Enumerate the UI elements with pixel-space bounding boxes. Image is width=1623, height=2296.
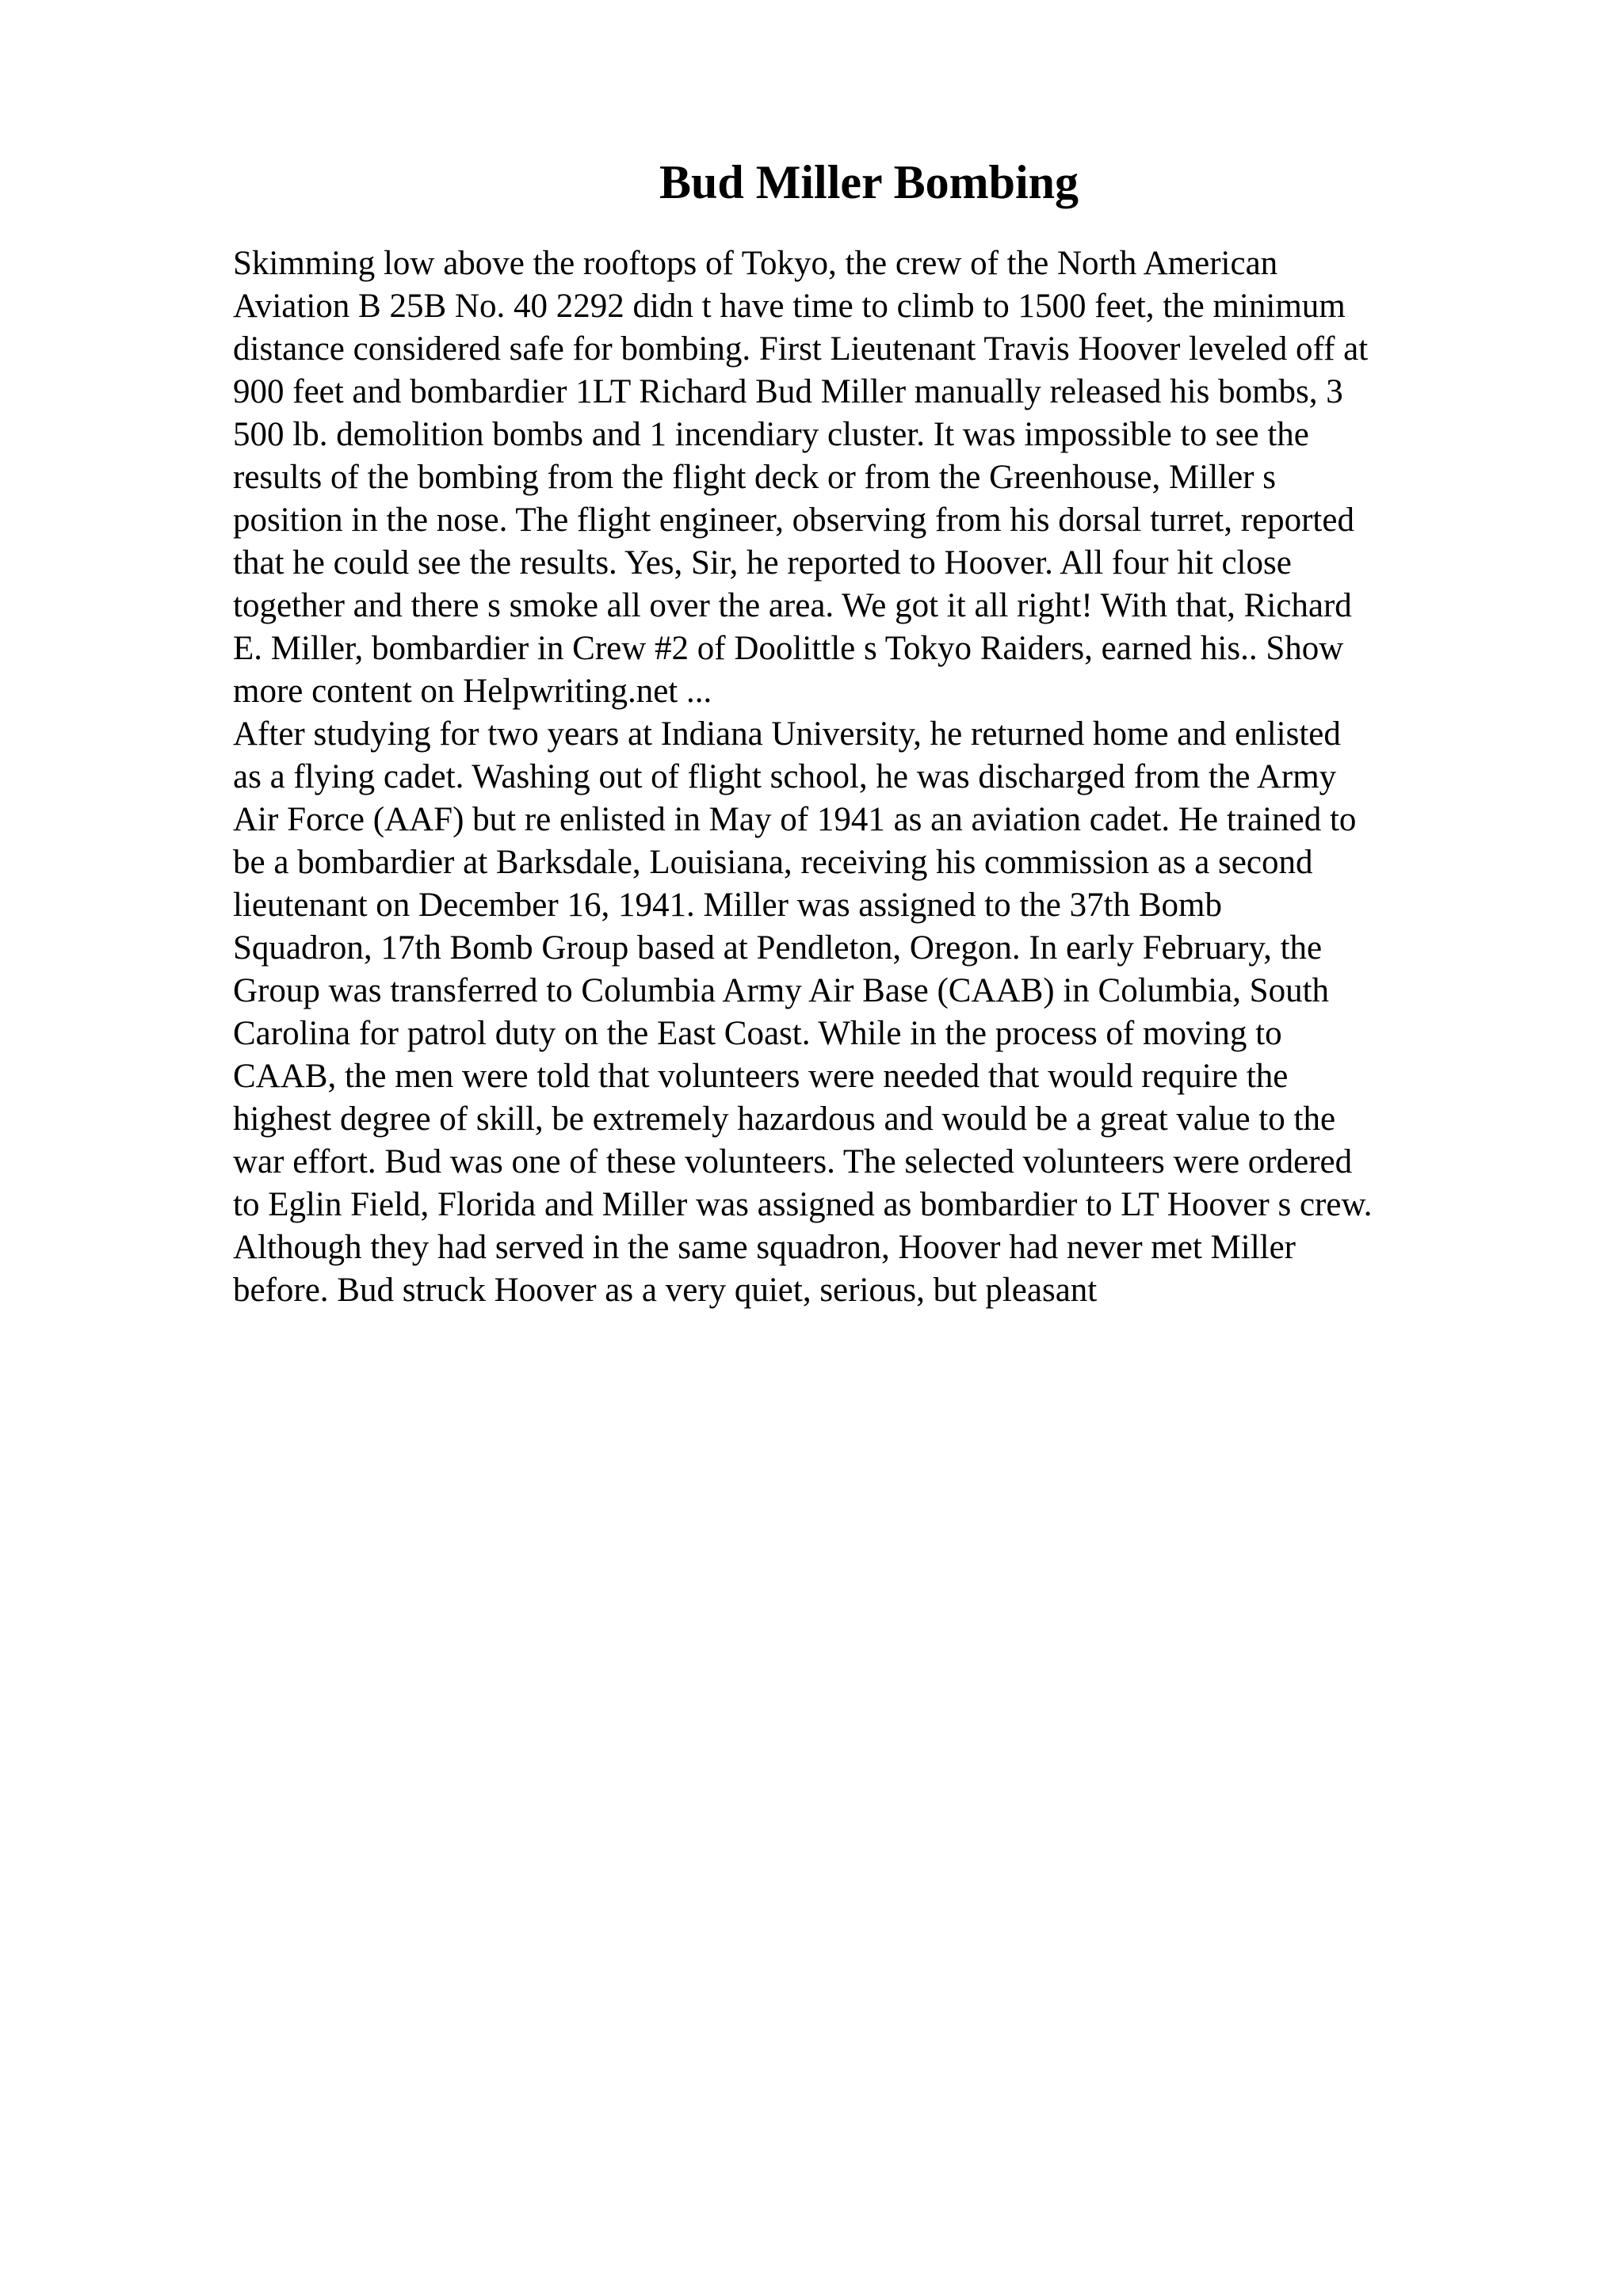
body-line: war effort. Bud was one of these volunteers. The selected volunteers were ordered bbox=[233, 1143, 1353, 1180]
body-line: distance considered safe for bombing. First Lieutenant Travis Hoover leveled off at bbox=[233, 330, 1369, 368]
document-body bbox=[233, 242, 1485, 1312]
body-line: more content on Helpwriting.net ... bbox=[233, 673, 712, 710]
body-line: highest degree of skill, be extremely hazardous and would be a great value to the bbox=[233, 1100, 1336, 1138]
body-line: E. Miller, bombardier in Crew #2 of Doolittle s Tokyo Raiders, earned his.. Show bbox=[233, 630, 1344, 667]
body-line: Carolina for patrol duty on the East Coast. While in the process of moving to bbox=[233, 1015, 1282, 1052]
body-line: Air Force (AAF) but re enlisted in May of 1941 as an aviation cadet. He trained to bbox=[233, 801, 1357, 838]
body-line: Skimming low above the rooftops of Tokyo, the crew of the North American bbox=[233, 245, 1278, 282]
body-line: that he could see the results. Yes, Sir, he reported to Hoover. All four hit close bbox=[233, 544, 1292, 582]
body-line: Group was transferred to Columbia Army Air Base (CAAB) in Columbia, South bbox=[233, 972, 1330, 1009]
document-title: Bud Miller Bombing bbox=[659, 156, 1079, 208]
body-line: Aviation B 25B No. 40 2292 didn t have time to climb to 1500 feet, the minimum bbox=[233, 288, 1346, 325]
body-line: together and there s smoke all over the area. We got it all right! With that, Richard bbox=[233, 587, 1352, 624]
body-line: be a bombardier at Barksdale, Louisiana, receiving his commission as a second bbox=[233, 844, 1313, 881]
body-line: to Eglin Field, Florida and Miller was assigned as bombardier to LT Hoover s crew. bbox=[233, 1186, 1373, 1223]
body-line: 500 lb. demolition bombs and 1 incendiary cluster. It was impossible to see the bbox=[233, 416, 1309, 453]
body-line: After studying for two years at Indiana University, he returned home and enlisted bbox=[233, 715, 1341, 753]
body-line: Although they had served in the same squadron, Hoover had never met Miller bbox=[233, 1229, 1296, 1266]
body-line: CAAB, the men were told that volunteers were needed that would require the bbox=[233, 1058, 1289, 1095]
body-line: as a flying cadet. Washing out of flight school, he was discharged from the Army bbox=[233, 758, 1337, 795]
body-line: position in the nose. The flight engineer, observing from his dorsal turret, reported bbox=[233, 502, 1354, 539]
body-line: results of the bombing from the flight deck or from the Greenhouse, Miller s bbox=[233, 459, 1276, 496]
body-line: 900 feet and bombardier 1LT Richard Bud Miller manually released his bombs, 3 bbox=[233, 373, 1343, 410]
body-line: lieutenant on December 16, 1941. Miller was assigned to the 37th Bomb bbox=[233, 887, 1222, 924]
body-line: before. Bud struck Hoover as a very quiet, serious, but pleasant bbox=[233, 1272, 1098, 1309]
body-line: Squadron, 17th Bomb Group based at Pendleton, Oregon. In early February, the bbox=[233, 929, 1323, 967]
